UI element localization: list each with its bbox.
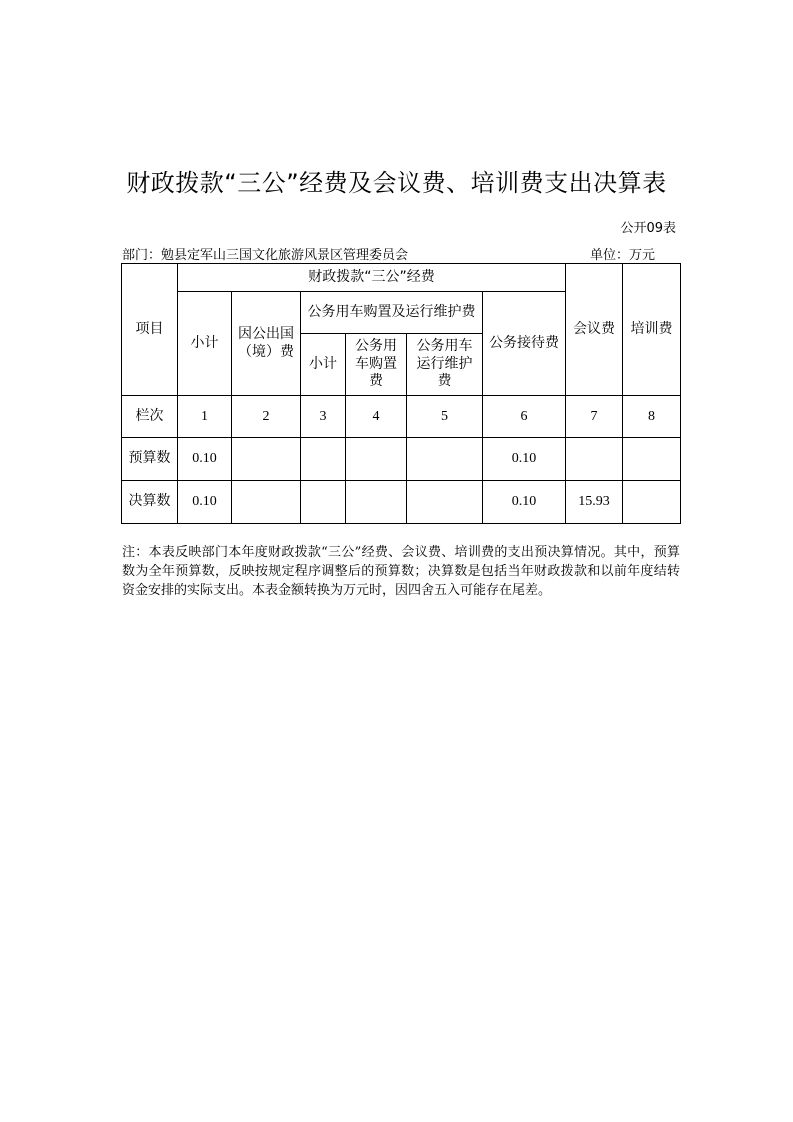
column-index-4: 4 [346, 396, 407, 438]
budget-abroad [232, 438, 301, 481]
final-vehicle-purchase [346, 481, 407, 524]
final-vehicle-subtotal [301, 481, 346, 524]
header-subtotal: 小计 [178, 292, 232, 396]
column-index-8: 8 [623, 396, 681, 438]
budget-meeting [566, 438, 623, 481]
header-item: 项目 [122, 264, 178, 396]
budget-reception: 0.10 [483, 438, 566, 481]
header-meeting: 会议费 [566, 264, 623, 396]
header-vehicle-purchase: 公务用车购置费 [346, 334, 407, 396]
budget-vehicle-purchase [346, 438, 407, 481]
header-vehicle: 公务用车购置及运行维护费 [301, 292, 483, 334]
row-label-final: 决算数 [122, 481, 178, 524]
header-reception: 公务接待费 [483, 292, 566, 396]
column-index-5: 5 [407, 396, 483, 438]
budget-subtotal: 0.10 [178, 438, 232, 481]
final-vehicle-operation [407, 481, 483, 524]
column-index-1: 1 [178, 396, 232, 438]
header-vehicle-operation: 公务用车运行维护费 [407, 334, 483, 396]
footnote: 注：本表反映部门本年度财政拨款“三公”经费、会议费、培训费的支出预决算情况。其中，预算数为全年预算数，反映按规定程序调整后的预算数；决算数是包括当年财政拨款和以前年度结转资金安排的实际支出。本表金额转换为万元时，因四舍五入可能存在尾差。 [122, 545, 680, 598]
column-index-6: 6 [483, 396, 566, 438]
department-label: 部门：勉县定军山三国文化旅游风景区管理委员会 [122, 248, 409, 263]
budget-vehicle-subtotal [301, 438, 346, 481]
budget-training [623, 438, 681, 481]
column-index-3: 3 [301, 396, 346, 438]
final-abroad [232, 481, 301, 524]
final-subtotal: 0.10 [178, 481, 232, 524]
column-index-7: 7 [566, 396, 623, 438]
header-training: 培训费 [623, 264, 681, 396]
table-row-budget [122, 438, 681, 481]
expenditure-table [121, 263, 681, 524]
header-abroad: 因公出国（境）费 [232, 292, 301, 396]
page-title: 财政拨款“三公”经费及会议费、培训费支出决算表 [126, 169, 667, 197]
column-index-label: 栏次 [122, 396, 178, 438]
form-code: 公开09表 [620, 221, 676, 236]
unit-label: 单位：万元 [590, 248, 656, 263]
header-sangong: 财政拨款“三公”经费 [178, 264, 566, 292]
budget-vehicle-operation [407, 438, 483, 481]
column-index-2: 2 [232, 396, 301, 438]
table-row-final [122, 481, 681, 524]
final-training [623, 481, 681, 524]
header-vehicle-subtotal: 小计 [301, 334, 346, 396]
final-reception: 0.10 [483, 481, 566, 524]
row-label-budget: 预算数 [122, 438, 178, 481]
final-meeting: 15.93 [566, 481, 623, 524]
